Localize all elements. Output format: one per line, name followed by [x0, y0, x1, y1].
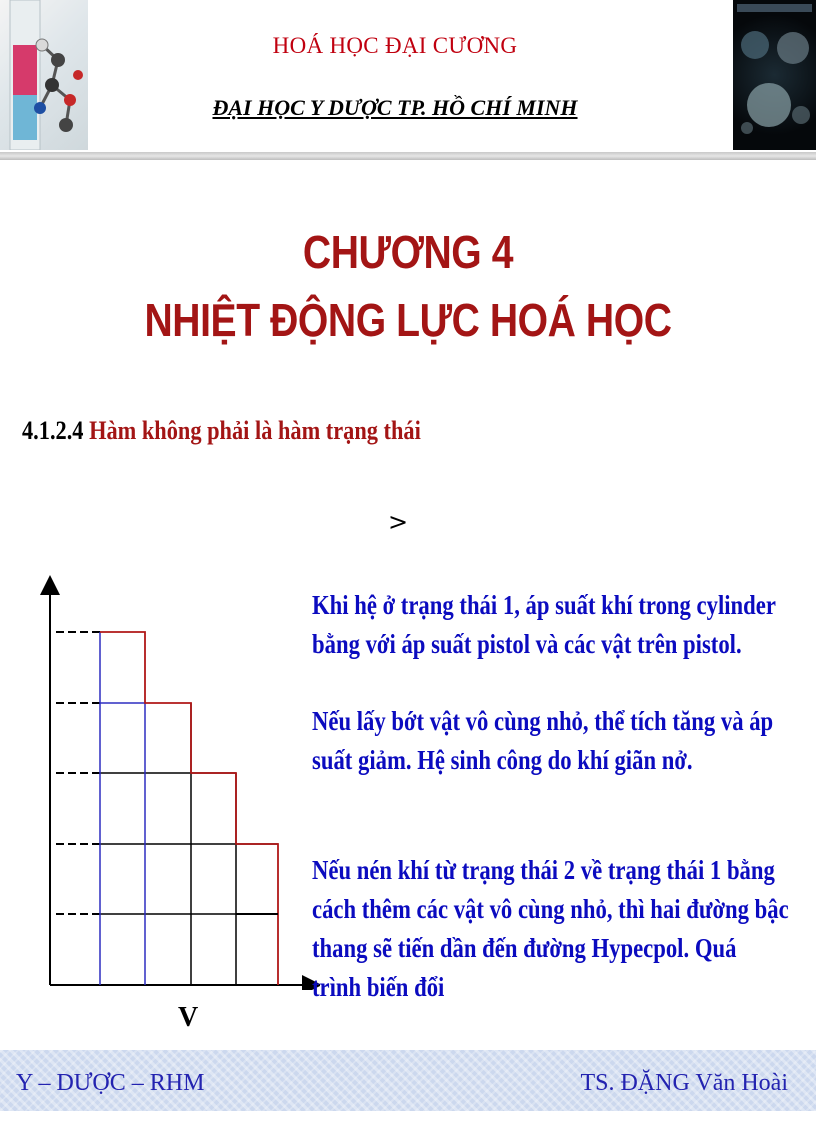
course-title: HOÁ HỌC ĐẠI CƯƠNG	[272, 33, 518, 58]
header-divider	[0, 152, 816, 160]
chapter-title: NHIỆT ĐỘNG LỰC HOÁ HỌC	[144, 294, 672, 346]
section-number: 4.1.2.4	[22, 416, 84, 445]
section-heading	[22, 416, 421, 446]
university-name: ĐẠI HỌC Y DƯỢC TP. HỒ CHÍ MINH	[212, 95, 578, 120]
paragraph-state-1: Khi hệ ở trạng thái 1, áp suất khí trong cylinder bằng với áp suất pistol và các vật trên pistol.	[312, 590, 776, 660]
red-step-path	[100, 632, 278, 985]
footer-department: Y – DƯỢC – RHM	[16, 1070, 205, 1096]
greater-than-symbol: >	[388, 508, 409, 536]
paragraph-compression: Nếu nén khí từ trạng thái 2 về trạng thái 1 bằng cách thêm các vật vô cùng nhỏ, thì hai đường bậc thang sẽ tiến dần đến đường Hypecpol. Quá trình biến đổi	[312, 855, 789, 1003]
x-axis-label: V	[178, 1002, 199, 1033]
chemistry-logo-image	[0, 0, 88, 150]
atoms-thumbnail-image	[733, 0, 816, 150]
section-title: Hàm không phải là hàm trạng thái	[89, 416, 421, 445]
chapter-number: CHƯƠNG 4	[302, 226, 514, 278]
blue-step-path	[100, 632, 145, 985]
footer-author: TS. ĐẶNG Văn Hoài	[580, 1070, 788, 1096]
pressure-level-lines	[56, 632, 100, 914]
paragraph-expansion: Nếu lấy bớt vật vô cùng nhỏ, thể tích tăng và áp suất giảm. Hệ sinh công do khí giãn nở.	[312, 706, 774, 776]
pressure-volume-diagram	[0, 570, 320, 990]
